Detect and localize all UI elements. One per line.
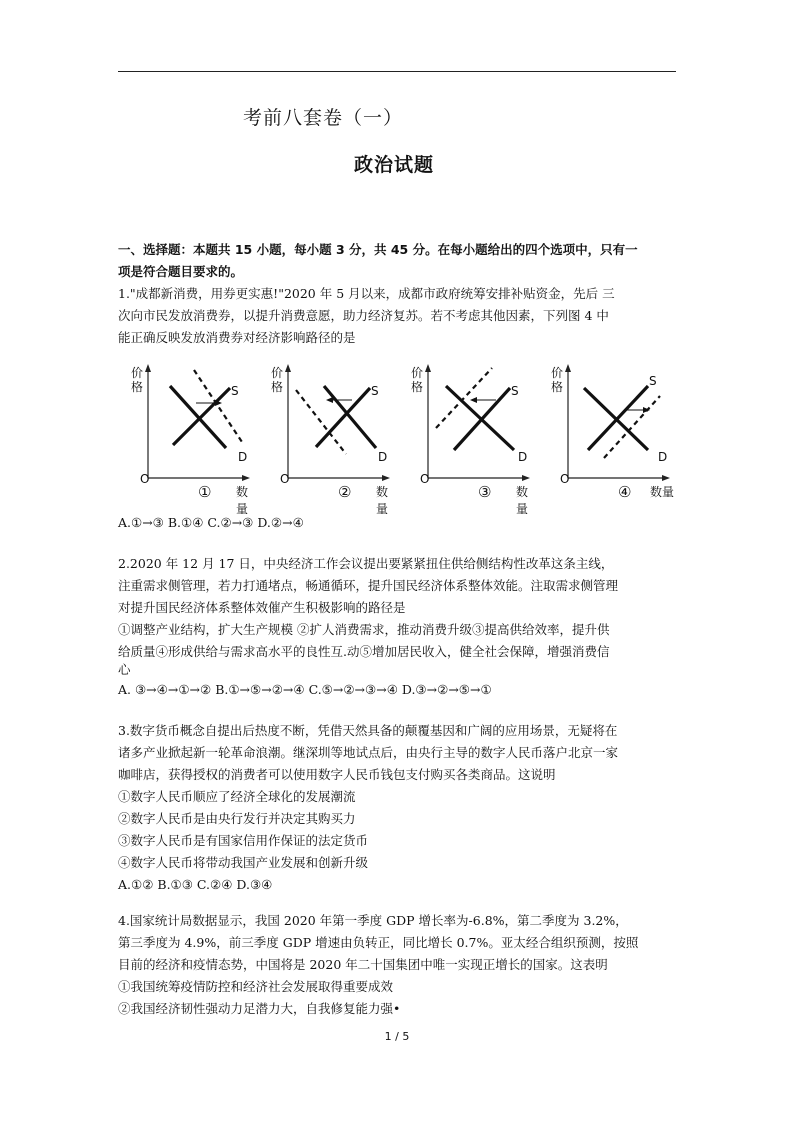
- q4-line2: 第三季度为 4.9%，前三季度 GDP 增速由负转正，同比增长 0.7%。亚太经合组织预测，按照: [118, 935, 639, 950]
- graph-1-quantity: 数量: [236, 485, 249, 516]
- graph-3: [398, 350, 538, 516]
- q1-line3: 能正确反映发放消费券对经济影响路径的是: [118, 330, 356, 345]
- graph-3-number: ③: [478, 483, 492, 501]
- graph-3-demand-label: D: [518, 450, 528, 464]
- q4-line3: 目前的经济和疫情态势，中国将是 2020 年二十国集团中唯一实现正增长的国家。这表明: [118, 957, 608, 972]
- q1-graph-panel: [118, 350, 678, 516]
- q2-line5: 给质量④形成供给与需求高水平的良性互.动⑤增加居民收入，健全社会保障，增强消费信: [118, 644, 610, 659]
- q4-line5: ②我国经济韧性强动力足潜力大，自我修复能力强•: [118, 1001, 401, 1016]
- graph-3-price-2: 格: [411, 380, 424, 394]
- q1-line2: 次向市民发放消费券，以提升消费意愿，助力经济复苏。若不考虑其他因素，下列图 4 中: [118, 308, 609, 323]
- graph-1-number: ①: [198, 483, 212, 501]
- page-number: 1 / 5: [384, 1030, 410, 1043]
- graph-2: [258, 350, 398, 516]
- q2-options: A. ③→④→①→② B.①→⑤→②→④ C.⑤→②→③→④ D.③→②→⑤→①: [118, 682, 492, 697]
- graph-2-supply-label: S: [371, 384, 379, 398]
- q1-options: A.①→③ B.①④ C.②→③ D.②→④: [118, 515, 304, 530]
- q4-line1: 4.国家统计局数据显示，我国 2020 年第一季度 GDP 增长率为-6.8%，第二季度为 3.2%，: [118, 913, 628, 928]
- graph-3-supply-label: S: [511, 384, 519, 398]
- graph-4-demand-label: D: [658, 450, 668, 464]
- graph-2-price-1: 价: [271, 366, 284, 380]
- q2-line2: 注重需求侧管理，若力打通堵点，畅通循环，提升国民经济体系整体效能。注取需求侧管理: [118, 578, 619, 593]
- q2-line3: 对提升国民经济体系整体效催产生积极影响的路径是: [118, 600, 406, 615]
- graph-1-supply-label: S: [231, 384, 239, 398]
- graph-1-price-1: 价: [131, 366, 144, 380]
- graph-1: [118, 350, 258, 516]
- graph-1-price-2: 格: [131, 380, 144, 394]
- q3-line7: ④数字人民币将带动我国产业发展和创新升级: [118, 855, 369, 870]
- graph-2-demand-label: D: [378, 450, 388, 464]
- q4-line4: ①我国统筹疫情防控和经济社会发展取得重要成效: [118, 979, 394, 994]
- graph-3-origin: O: [420, 472, 430, 486]
- exam-title: 考前八套卷（一）: [243, 107, 404, 129]
- section-heading-line2: 项是符合题目要求的。: [118, 264, 244, 279]
- graph-2-origin: O: [280, 472, 290, 486]
- q2-line4: ①调整产业结构，扩大生产规模 ②扩人消费需求，推动消费升级③提高供给效率，提升供: [118, 622, 610, 637]
- q3-line3: 咖啡店，获得授权的消费者可以使用数字人民币钱包支付购买各类商品。这说明: [118, 767, 556, 782]
- graph-4-number: ④: [618, 483, 632, 501]
- q2-line1: 2.2020 年 12 月 17 日，中央经济工作会议提出要紧紧扭住供给侧结构性改革这条主线，: [118, 556, 614, 571]
- graph-4-origin: O: [560, 472, 570, 486]
- q3-line4: ①数字人民币顺应了经济全球化的发展潮流: [118, 789, 356, 804]
- q2-line6: 心: [118, 662, 131, 677]
- graph-4-price-2: 格: [551, 380, 564, 394]
- graph-2-quantity: 数量: [376, 485, 389, 516]
- q3-line1: 3.数字货币概念自提出后热度不断，凭借天然具备的颠覆基因和广阔的应用场景，无疑将在: [118, 723, 618, 738]
- q3-line2: 诸多产业掀起新一轮革命浪潮。继深圳等地试点后，由央行主导的数字人民币落户北京一家: [118, 745, 619, 760]
- graph-3-quantity: 数量: [516, 485, 529, 516]
- graph-1-demand-label: D: [238, 450, 248, 464]
- graph-2-number: ②: [338, 483, 352, 501]
- graph-2-price-2: 格: [271, 380, 284, 394]
- graph-1-origin: O: [140, 472, 150, 486]
- q3-options: A.①② B.①③ C.②④ D.③④: [118, 877, 273, 892]
- q1-line1: 1."成都新消费，用券更实惠!"2020 年 5 月以来，成都市政府统筹安排补贴资金，先后 三: [118, 286, 615, 301]
- graph-4: [538, 350, 678, 502]
- q3-line5: ②数字人民币是由央行发行并决定其购买力: [118, 811, 356, 826]
- q3-line6: ③数字人民币是有国家信用作保证的法定货币: [118, 833, 369, 848]
- exam-subject: 政治试题: [354, 154, 435, 176]
- graph-4-price-1: 价: [551, 366, 564, 380]
- header-rule: [118, 71, 676, 72]
- section-heading-line1: 一、选择题：本题共 15 小题，每小题 3 分，共 45 分。在每小题给出的四个选项中，只有一: [118, 242, 638, 257]
- graph-4-quantity: 数量: [650, 485, 675, 499]
- graph-4-supply-label: S: [649, 374, 657, 388]
- graph-3-price-1: 价: [411, 366, 424, 380]
